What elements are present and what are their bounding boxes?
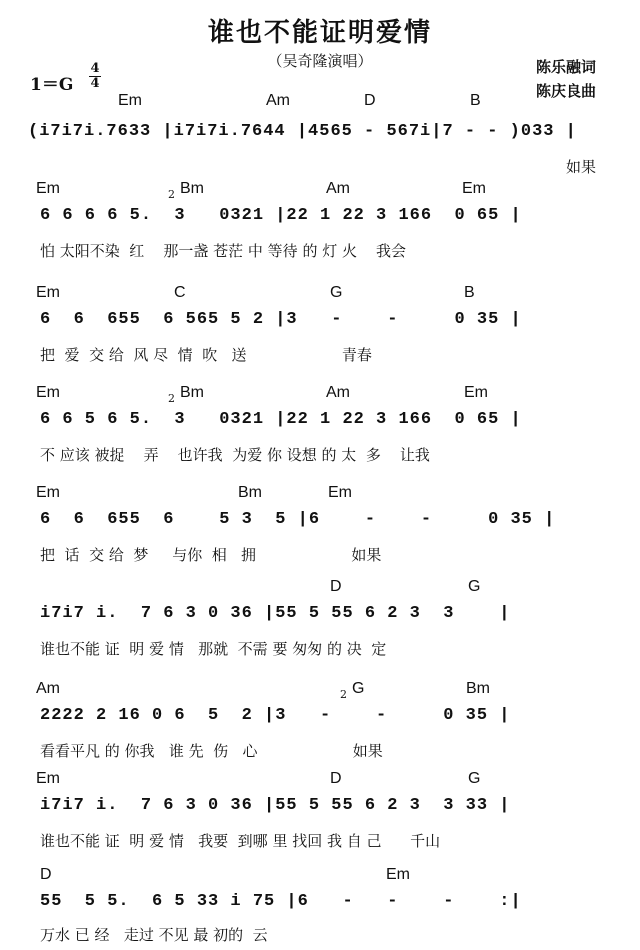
chord: D — [40, 866, 52, 883]
octave-marker: 2 — [168, 188, 175, 201]
time-signature-bottom: 4 — [90, 76, 100, 91]
chord: G — [468, 770, 481, 787]
chord: Em — [36, 484, 60, 501]
song-title: 谁也不能证明爱情 — [207, 18, 432, 48]
lyric-line: 不 应该 被捉 弄 也许我 为爱 你 设想 的 太 多 让我 — [40, 446, 430, 464]
chord: Em — [464, 384, 488, 401]
lyric-line: 看看平凡 的 你我 谁 先 伤 心 如果 — [40, 742, 383, 760]
chord: Am — [326, 180, 350, 197]
chord: Bm — [180, 384, 204, 401]
lyric-line: 如果 — [566, 158, 597, 176]
chord: Em — [328, 484, 352, 501]
chord: Em — [118, 92, 142, 109]
composer-credit: 陈庆良曲 — [536, 82, 597, 100]
lyric-line: 把 话 交 给 梦 与你 相 拥 如果 — [40, 546, 382, 564]
chord: G — [330, 284, 343, 301]
notation-line: i7i7 i. 7 6 3 0 36 |55 5 55 6 2 3 3 33 | — [40, 796, 511, 815]
lyric-line: 把 爱 交 给 风 尽 情 吹 送 青春 — [40, 346, 372, 364]
chord: Am — [36, 680, 60, 697]
singer-subtitle: （吴奇隆演唱） — [267, 52, 373, 70]
lyric-line: 万水 已 经 走过 不见 最 初的 云 — [40, 926, 268, 944]
chord: Em — [36, 770, 60, 787]
chord: D — [330, 578, 342, 595]
chord: G — [468, 578, 481, 595]
chord: B — [470, 92, 481, 109]
notation-line: 6 6 6 6 5. 3 0321 |22 1 22 3 166 0 65 | — [40, 206, 522, 225]
notation-line: (i7i7i.7633 |i7i7i.7644 |4565 - 567i|7 - - )033 | — [28, 122, 577, 141]
chord: Bm — [466, 680, 490, 697]
lyricist-credit: 陈乐融词 — [536, 58, 597, 76]
lyric-line: 谁也不能 证 明 爱 情 那就 不需 要 匆匆 的 决 定 — [40, 640, 387, 658]
time-signature — [88, 62, 102, 91]
lyric-line: 怕 太阳不染 红 那一盏 苍茫 中 等待 的 灯 火 我会 — [40, 242, 407, 260]
chord: Em — [36, 384, 60, 401]
chord: Am — [326, 384, 350, 401]
key-signature: 1＝G — [30, 75, 74, 95]
chord: Em — [36, 284, 60, 301]
chord: Am — [266, 92, 290, 109]
chord: D — [364, 92, 376, 109]
chord: Bm — [238, 484, 262, 501]
chord: Em — [462, 180, 486, 197]
notation-line: 2222 2 16 0 6 5 2 |3 - - 0 35 | — [40, 706, 511, 725]
lyric-line: 谁也不能 证 明 爱 情 我要 到哪 里 找回 我 自 己 千山 — [40, 832, 441, 850]
octave-marker: 2 — [168, 392, 175, 405]
octave-marker: 2 — [340, 688, 347, 701]
notation-line: 55 5 5. 6 5 33 i 75 |6 - - - :| — [40, 892, 522, 911]
notation-line: i7i7 i. 7 6 3 0 36 |55 5 55 6 2 3 3 | — [40, 604, 511, 623]
chord: G — [352, 680, 365, 697]
chord: Em — [36, 180, 60, 197]
time-signature-top: 4 — [90, 61, 100, 76]
chord: B — [464, 284, 475, 301]
chord: C — [174, 284, 186, 301]
notation-line: 6 6 655 6 565 5 2 |3 - - 0 35 | — [40, 310, 522, 329]
chord: D — [330, 770, 342, 787]
chord: Bm — [180, 180, 204, 197]
notation-line: 6 6 655 6 5 3 5 |6 - - 0 35 | — [40, 510, 556, 529]
notation-line: 6 6 5 6 5. 3 0321 |22 1 22 3 166 0 65 | — [40, 410, 522, 429]
chord: Em — [386, 866, 410, 883]
